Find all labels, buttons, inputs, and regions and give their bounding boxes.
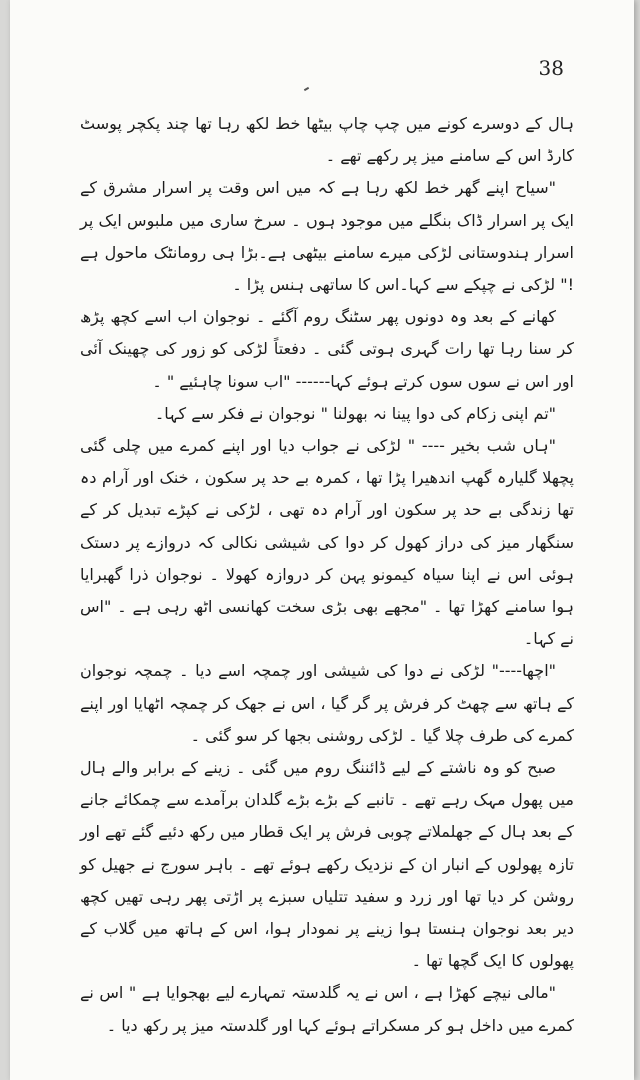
pen-mark: [304, 87, 309, 91]
book-page: [10, 0, 634, 1080]
paragraph: ہال کے دوسرے کونے میں چپ چاپ بیٹھا خط لکھ رہا تھا چند پکچر پوسٹ کارڈ اس کے سامنے میز پر رکھے تھے ۔: [80, 114, 574, 166]
paragraph: "سیاح اپنے گھر خط لکھ رہا ہے کہ میں اس وقت پر اسرار مشرق کے ایک پر اسرار ڈاک بنگلے میں موجود ہوں ۔ سرخ ساری میں ملبوس ایک پر اسرار ہندوستانی لڑکی میرے سامنے بیٹھی ہے۔بڑا ہی رومانٹک ماحول ہے !" لڑکی نے چپکے سے کہا۔اس کا ساتھی ہنس پڑا ۔: [80, 178, 574, 295]
paragraph: صبح کو وہ ناشتے کے لیے ڈائننگ روم میں گئی ۔ زینے کے برابر والے ہال میں پھول مہک رہے تھے ۔ تانبے کے بڑے بڑے گلدان برآمدے سے چمکائے جانے کے بعد ہال کے جھلملاتے چوبی فرش پر ایک قطار میں رکھ دئیے گئے تھے اور تازہ پھولوں کے انبار ان کے نزدیک رکھے ہوئے تھے ۔ باہر سورج نے جھیل کو روشن کر دیا تھا اور زرد و سفید تتلیاں سبزے پر اڑتی پھر رہی تھیں کچھ دیر بعد نوجوان ہنستا ہوا زینے پر نمودار ہوا، اس کے ہاتھ میں گلاب کے پھولوں کا ایک گچھا تھا ۔: [80, 758, 574, 971]
paragraph: کھانے کے بعد وہ دونوں پھر سٹنگ روم آگئے ۔ نوجوان اب اسے کچھ پڑھ کر سنا رہا تھا رات گہری ہوتی گئی ۔ دفعتاً لڑکی کو زور کی چھینک آئی اور اس نے سوں سوں کرتے ہوئے کہا------ "اب سونا چاہئیے " ۔: [80, 307, 574, 391]
paragraph: "اچھا----" لڑکی نے دوا کی شیشی اور چمچہ اسے دیا ۔ چمچہ نوجوان کے ہاتھ سے چھٹ کر فرش پر گر گیا ، اس نے جھک کر چمچہ اٹھایا اور اپنے کمرے کی طرف چلا گیا ۔ لڑکی روشنی بجھا کر سو گئی ۔: [80, 661, 574, 745]
paragraph: "مالی نیچے کھڑا ہے ، اس نے یہ گلدستہ تمہارے لیے بھجوایا ہے " اس نے کمرے میں داخل ہو کر مسکراتے ہوئے کہا اور گلدستہ میز پر رکھ دیا ۔: [80, 983, 574, 1035]
paragraph: "ہاں شب بخیر ---- " لڑکی نے جواب دیا اور اپنے کمرے میں چلی گئی پچھلا گلیارہ گھپ اندھیرا پڑا تھا ، کمرہ بے حد پر سکون ، خنک اور آرام دہ تھا زندگی بے حد پر سکون اور آرام دہ تھی ، لڑکی نے کپڑے تبدیل کر کے سنگھار میز کی دراز کھول کر دوا کی شیشی نکالی کہ دروازے پر دستک ہوئی اس نے اپنا سیاہ کیمونو پہن کر دروازہ کھولا ۔ نوجوان ذرا گھبرایا ہوا سامنے کھڑا تھا ۔ "مجھے بھی بڑی سخت کھانسی اٹھ رہی ہے ۔ "اس نے کہا۔: [80, 436, 574, 649]
body-text: [80, 108, 574, 1042]
page-number: 38: [538, 56, 564, 80]
paragraph: "تم اپنی زکام کی دوا پینا نہ بھولنا " نوجوان نے فکر سے کہا۔: [154, 403, 556, 423]
